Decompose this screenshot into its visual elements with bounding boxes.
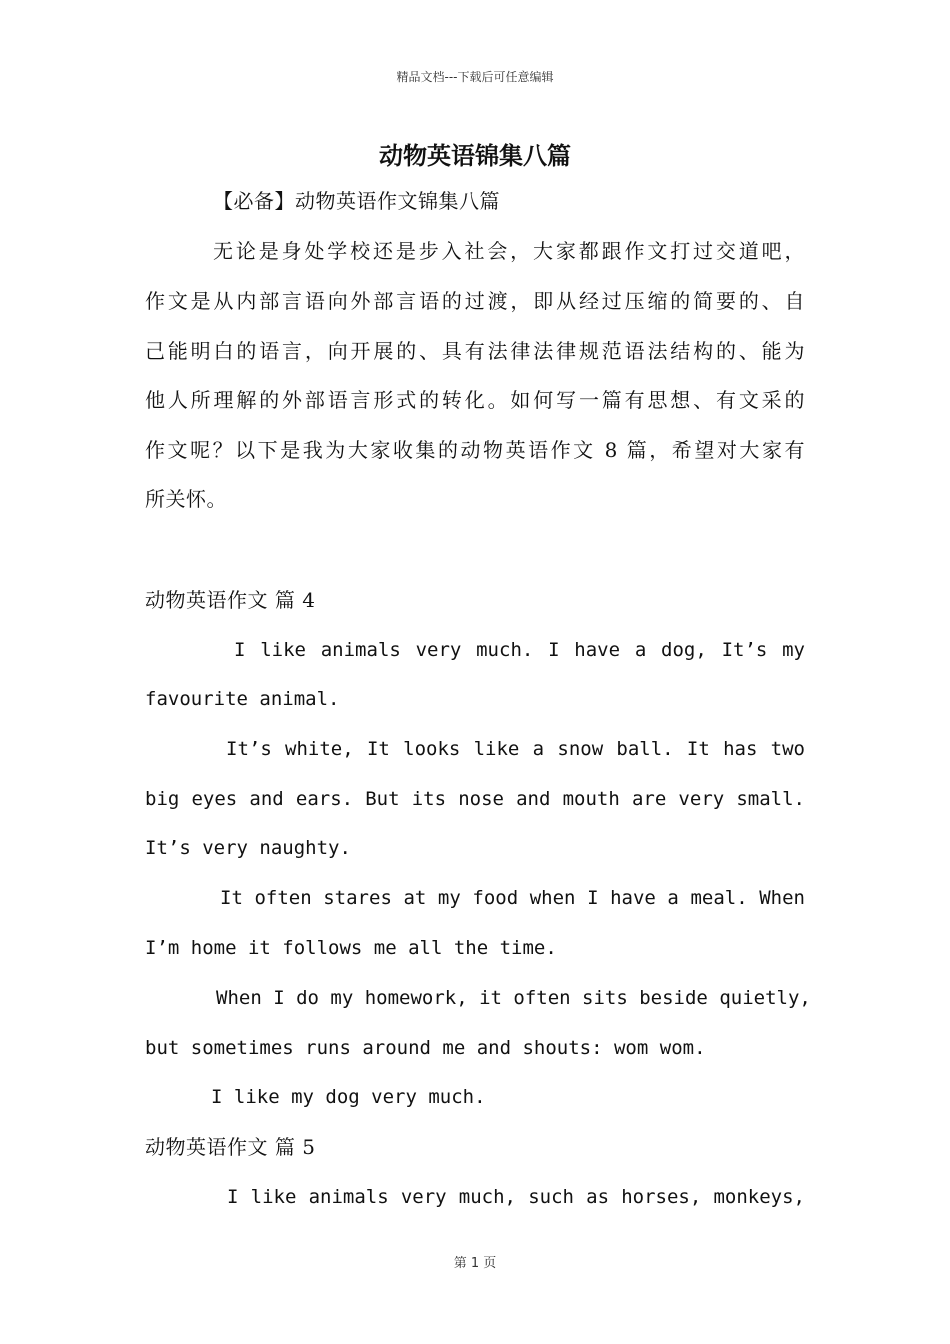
- intro-line-2: 作文是从内部言语向外部言语的过渡，即从经过压缩的简要的、自: [145, 289, 805, 313]
- section-4-line-8: When I do my homework, it often sits beside quietly,: [216, 987, 811, 1009]
- section-5-heading: 动物英语作文 篇 5: [145, 1135, 316, 1159]
- section-4-line-1: I like animals very much. I have a dog, It’s my: [234, 639, 805, 661]
- intro-line-3: 己能明白的语言，向开展的、具有法律法律规范语法结构的、能为: [145, 339, 805, 363]
- page-header: 精品文档---下载后可任意编辑: [396, 70, 554, 84]
- section-4-line-6: It often stares at my food when I have a meal. When: [220, 887, 805, 909]
- section-4-line-3: It’s white, It looks like a snow ball. It has two: [226, 738, 805, 760]
- document-subtitle: 【必备】动物英语作文锦集八篇: [213, 189, 500, 213]
- intro-line-5: 作文呢？以下是我为大家收集的动物英语作文 8 篇，希望对大家有: [145, 438, 805, 462]
- section-4-line-5: It’s very naughty.: [145, 837, 351, 859]
- section-4-line-2: favourite animal.: [145, 688, 340, 710]
- section-4-line-4: big eyes and ears. But its nose and mouth are very small.: [145, 788, 805, 810]
- section-4-heading: 动物英语作文 篇 4: [145, 588, 316, 612]
- intro-line-1: 无论是身处学校还是步入社会，大家都跟作文打过交道吧，: [213, 239, 805, 263]
- section-4-line-7: I’m home it follows me all the time.: [145, 937, 557, 959]
- intro-line-6: 所关怀。: [145, 487, 227, 511]
- page-number: 第 1 页: [453, 1256, 497, 1271]
- section-4-line-9: but sometimes runs around me and shouts: wom wom.: [145, 1037, 706, 1059]
- section-4-line-10: I like my dog very much.: [211, 1086, 486, 1108]
- document-title: 动物英语锦集八篇: [379, 141, 571, 170]
- intro-line-4: 他人所理解的外部语言形式的转化。如何写一篇有思想、有文采的: [145, 388, 805, 412]
- section-5-line-1: I like animals very much, such as horses, monkeys,: [227, 1186, 805, 1208]
